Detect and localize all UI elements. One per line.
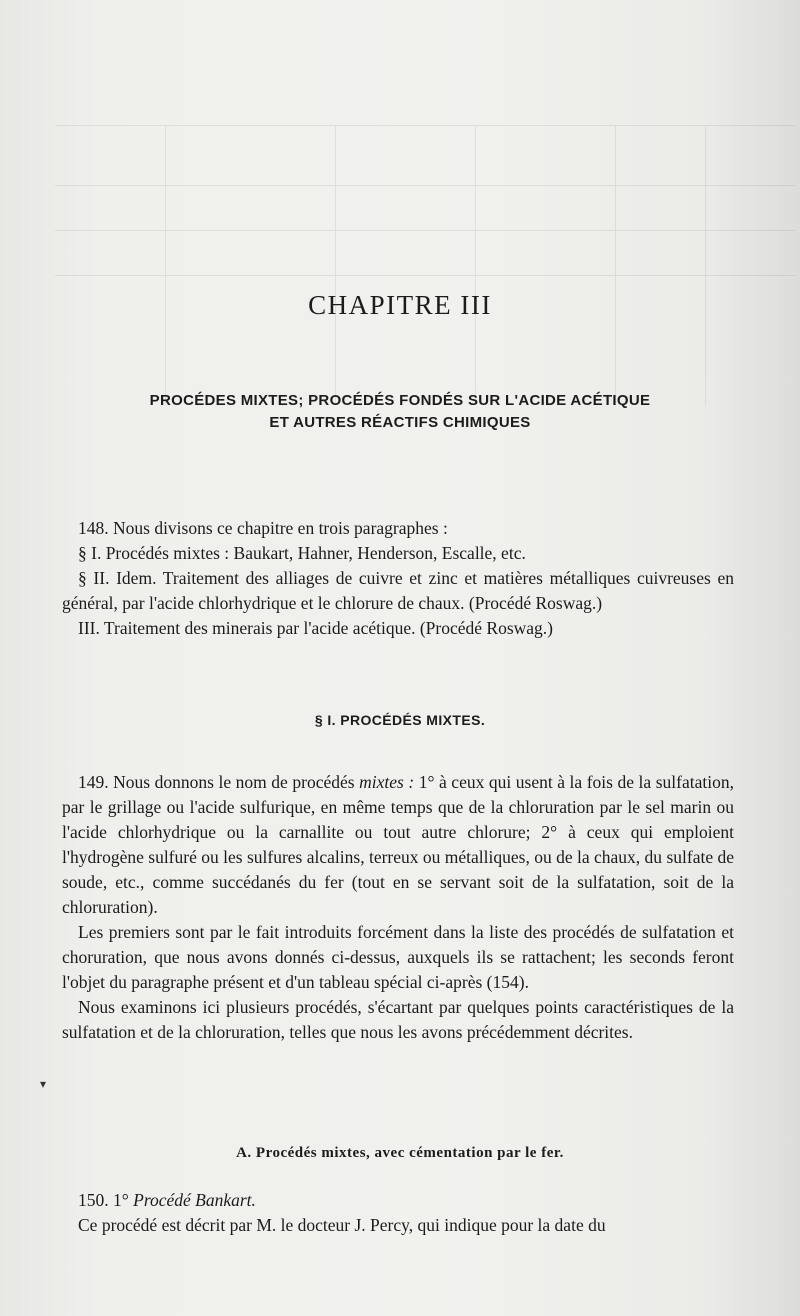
paragraph-149-second: Les premiers sont par le fait introduits forcément dans la liste des procédés de sulfatation et choruration, que nous avons donnés ci-dessus, auxquels ils se rattachent; les seconds feront l'objet du paragraphe présent et d'un tableau spécial ci-après (154). xyxy=(62,922,734,992)
paragraph-149 xyxy=(62,770,734,920)
p149-text-b: 1° à ceux qui usent à la fois de la sulfatation, par le grillage ou l'acide sulfurique, en même temps que de la chloruration par le sel marin ou l'acide chlorhydrique ou la carnallite ou tout autre chlorure; 2° à ceux qui emploient l'hydrogène sulfuré ou les sulfures alcalins, terreux ou métalliques, ou de la chaux, du sulfate de soude, etc., comme succédanés du fer (tout en se servant soit de la sulfatation, soit de la chloruration). xyxy=(62,772,734,917)
chapter-title: CHAPITRE III xyxy=(308,290,492,320)
chapter-subtitle-line2: ET AUTRES RÉACTIFS CHIMIQUES xyxy=(269,414,531,431)
show-through-table xyxy=(55,85,795,405)
p149-text-a: 149. Nous donnons le nom de procédés xyxy=(78,772,360,792)
p150-number: 150. 1° xyxy=(78,1190,134,1210)
margin-mark: ▾ xyxy=(40,1077,47,1091)
chapter-outline xyxy=(62,516,734,641)
outline-section-1: § I. Procédés mixtes : Baukart, Hahner, Henderson, Escalle, etc. xyxy=(78,543,526,563)
outline-section-2: § II. Idem. Traitement des alliages de cuivre et zinc et matières métalliques cuivreuses en général, par l'acide chlorhydrique et le chlorure de chaux. (Procédé Roswag.) xyxy=(62,568,734,613)
paragraph-148: 148. Nous divisons ce chapitre en trois paragraphes : xyxy=(78,518,448,538)
p149-term: mixtes : xyxy=(359,772,415,792)
paragraph-150 xyxy=(62,1188,734,1213)
section-heading: § I. PROCÉDÉS MIXTES. xyxy=(314,712,486,728)
subsection-heading: A. Procédés mixtes, avec cémentation par le fer. xyxy=(236,1145,564,1161)
paragraph-150-block xyxy=(62,1188,734,1238)
p150-title: Procédé Bankart. xyxy=(133,1190,256,1210)
paragraph-149-third: Nous examinons ici plusieurs procédés, s'écartant par quelques points caractéristiques de la sulfatation et de la chloruration, telles que nous les avons précédemment décrites. xyxy=(62,997,734,1042)
outline-section-3: III. Traitement des minerais par l'acide acétique. (Procédé Roswag.) xyxy=(78,618,554,638)
paragraph-150-text: Ce procédé est décrit par M. le docteur J. Percy, qui indique pour la date du xyxy=(78,1215,606,1235)
paragraph-149-block xyxy=(62,770,734,1045)
chapter-subtitle-line1: PROCÉDES MIXTES; PROCÉDÉS FONDÉS SUR L'ACIDE ACÉTIQUE xyxy=(149,392,651,409)
